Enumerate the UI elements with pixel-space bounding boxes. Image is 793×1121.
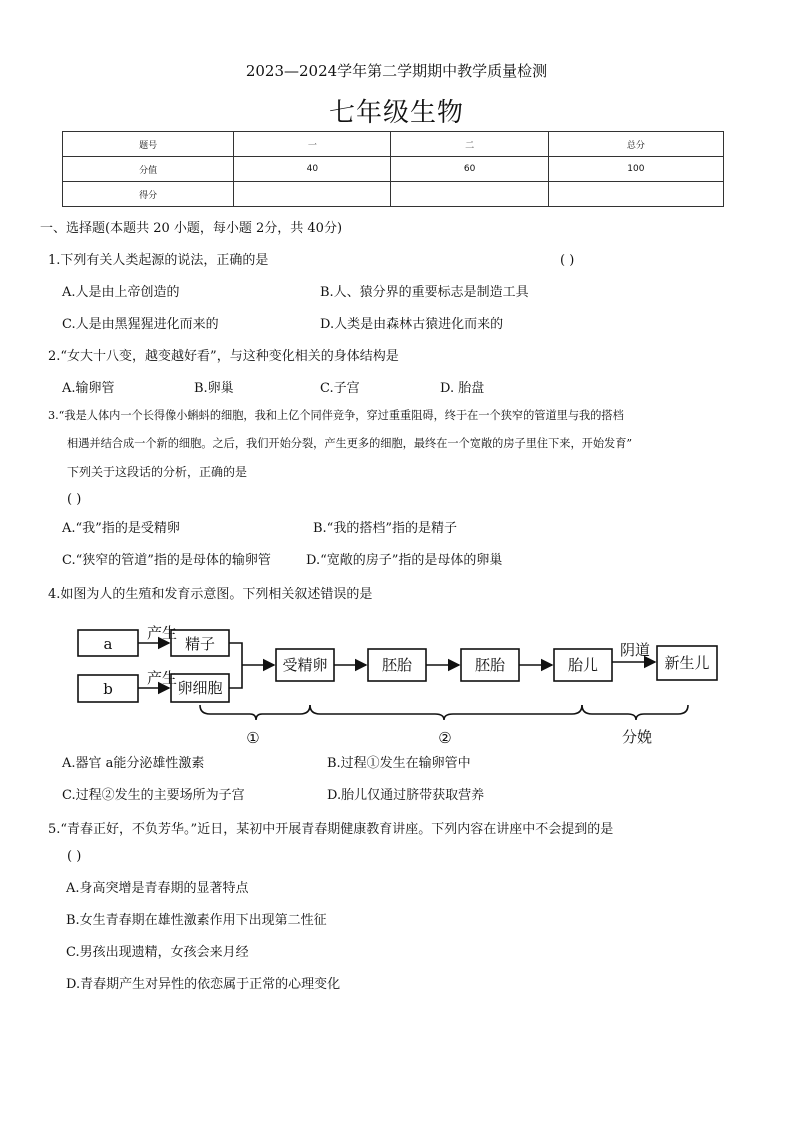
q3-line-3: 下列关于这段话的分析，正确的是 [67,465,248,479]
table-cell [391,182,548,207]
q1-option-d: D.人类是由森林古猿进化而来的 [320,317,504,332]
q4-option-a: A.器官 a能分泌雄性激素 [62,756,205,771]
q5-answer-blank: ( ) [67,849,82,864]
score-table [62,131,724,207]
label-process-2: ② [438,729,452,747]
table-cell: 40 [234,157,391,182]
q4-option-b: B.过程①发生在输卵管中 [327,756,471,771]
q4-option-d: D.胎儿仅通过脐带获取营养 [327,788,485,803]
table-cell [548,182,723,207]
score-row-points [63,157,724,182]
q3-option-d: D.“宽敞的房子”指的是母体的卵巢 [306,553,503,568]
label-vagina: 阴道 [619,641,651,659]
table-cell: 分值 [63,157,234,182]
q2-option-c: C.子宫 [320,381,360,396]
table-cell: 一 [234,132,391,157]
label-zygote: 受精卵 [282,656,328,674]
q3-option-c: C.“狭窄的管道”指的是母体的输卵管 [62,553,271,568]
label-embryo-early: 胚胎 [381,656,413,674]
label-egg: 卵细胞 [177,679,223,697]
table-cell: 二 [391,132,548,157]
q5-option-b: B.女生青春期在雄性激素作用下出现第二性征 [66,913,327,928]
exam-title: 2023—2024学年第二学期期中教学质量检测 [245,62,548,80]
label-fetus: 胎儿 [567,656,599,674]
q2-stem: 2.“女大十八变，越变越好看”，与这种变化相关的身体结构是 [48,349,399,364]
label-embryo: 胚胎 [474,656,506,674]
q3-line-2: 相遇并结合成一个新的细胞。之后，我们开始分裂，产生更多的细胞，最终在一个宽敞的房子里住下来，开始发育” [67,437,633,450]
section-heading: 一、选择题(本题共 20 小题，每小题 2分，共 40分) [40,221,343,236]
label-a: a [103,635,113,653]
q2-option-b: B.卵巢 [194,381,234,396]
q5-option-a: A.身高突增是青春期的显著特点 [66,881,249,896]
table-cell: 100 [548,157,723,182]
score-row-earned [63,182,724,207]
q1-answer-blank: ( ) [560,253,575,268]
table-cell: 60 [391,157,548,182]
label-produce-2: 产生 [147,669,178,687]
q1-stem: 1.下列有关人类起源的说法，正确的是 [48,253,269,268]
table-cell: 题号 [63,132,234,157]
q5-option-c: C.男孩出现遗精，女孩会来月经 [66,945,249,960]
label-newborn: 新生儿 [664,654,710,672]
table-cell: 总分 [548,132,723,157]
table-cell: 得分 [63,182,234,207]
q1-option-c: C.人是由黑猩猩进化而来的 [62,317,219,332]
q3-answer-blank: ( ) [67,492,82,507]
reproduction-diagram [60,610,730,750]
label-b: b [103,680,113,698]
subject-title: 七年级生物 [328,98,464,128]
score-row-number [63,132,724,157]
q3-line-1: 3.“我是人体内一个长得像小蝌蚪的细胞，我和上亿个同伴竞争，穿过重重阻碍，终于在一个狭窄的管道里与我的搭档 [48,409,624,422]
label-produce-1: 产生 [147,624,178,642]
label-sperm: 精子 [184,635,216,653]
q1-option-b: B.人、猿分界的重要标志是制造工具 [320,285,529,300]
label-delivery: 分娩 [621,728,653,746]
q1-option-a: A.人是由上帝创造的 [62,285,180,300]
q5-stem: 5.“青春正好，不负芳华。”近日，某初中开展青春期健康教育讲座。下列内容在讲座中不会提到的是 [48,822,614,837]
label-process-1: ① [246,729,260,747]
q2-option-d: D. 胎盘 [440,381,485,396]
q5-option-d: D.青春期产生对异性的依恋属于正常的心理变化 [66,977,341,992]
q2-option-a: A.输卵管 [62,381,115,396]
q3-option-b: B.“我的搭档”指的是精子 [313,521,457,536]
table-cell [234,182,391,207]
q4-stem: 4.如图为人的生殖和发育示意图。下列相关叙述错误的是 [48,587,373,602]
q4-option-c: C.过程②发生的主要场所为子宫 [62,788,245,803]
q3-option-a: A.“我”指的是受精卵 [62,521,180,536]
